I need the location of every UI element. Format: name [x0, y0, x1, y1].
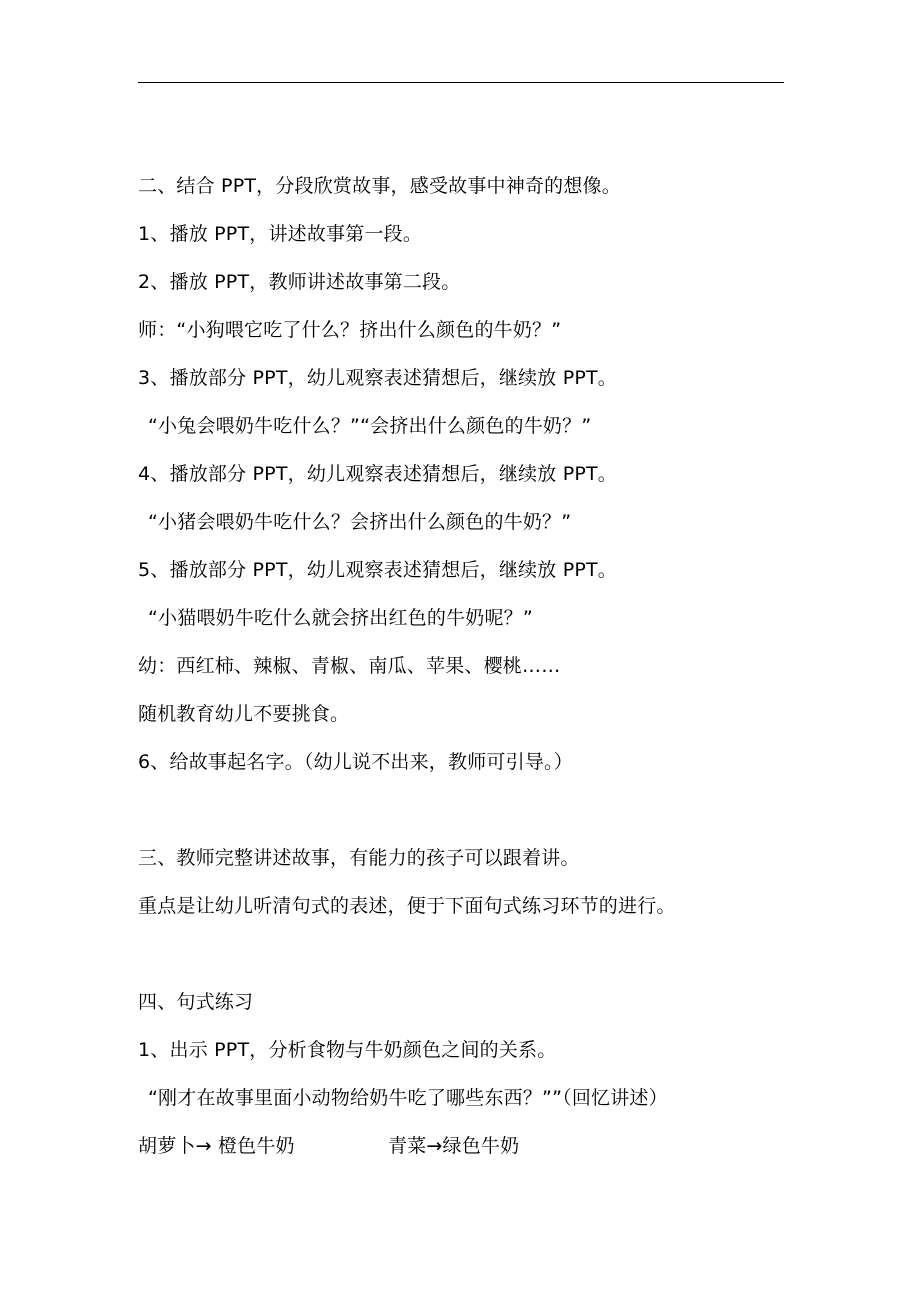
- teacher-question: 师：“小狗喂它吃了什么？挤出什么颜色的牛奶？”: [138, 319, 562, 341]
- education-note: 随机教育幼儿不要挑食。: [138, 703, 350, 725]
- step-5: 5、播放部分 PPT，幼儿观察表述猜想后，继续放 PPT。: [138, 559, 618, 581]
- section-heading-2: 二、结合 PPT，分段欣赏故事，感受故事中神奇的想像。: [138, 175, 621, 197]
- step-3: 3、播放部分 PPT，幼儿观察表述猜想后，继续放 PPT。: [138, 367, 618, 389]
- child-answer: 幼：西红柿、辣椒、青椒、南瓜、苹果、樱桃……: [138, 655, 561, 677]
- focus-note: 重点是让幼儿听清句式的表述，便于下面句式练习环节的进行。: [138, 895, 676, 917]
- step-2: 2、播放 PPT，教师讲述故事第二段。: [138, 271, 461, 293]
- recall-question: “刚才在故事里面小动物给奶牛吃了哪些东西？””（回忆讲述）: [148, 1087, 668, 1109]
- practice-step-1: 1、出示 PPT，分析食物与牛奶颜色之间的关系。: [138, 1039, 557, 1061]
- pig-question: “小猪会喂奶牛吃什么？会挤出什么颜色的牛奶？”: [148, 511, 572, 533]
- step-1: 1、播放 PPT，讲述故事第一段。: [138, 223, 423, 245]
- section-heading-3: 三、教师完整讲述故事，有能力的孩子可以跟着讲。: [138, 847, 580, 869]
- cat-question: “小猫喂奶牛吃什么就会挤出红色的牛奶呢？”: [148, 607, 533, 629]
- step-6: 6、给故事起名字。（幼儿说不出来，教师可引导。）: [138, 751, 573, 773]
- section-heading-4: 四、句式练习: [138, 991, 254, 1013]
- header-rule: [138, 82, 784, 83]
- rabbit-question: “小兔会喂奶牛吃什么？”“会挤出什么颜色的牛奶？”: [148, 415, 592, 437]
- carrot-orange-milk: 胡萝卜→ 橙色牛奶: [138, 1135, 295, 1157]
- greens-green-milk: 青菜→绿色牛奶: [388, 1135, 520, 1157]
- food-color-pairs: [138, 1133, 520, 1159]
- step-4: 4、播放部分 PPT，幼儿观察表述猜想后，继续放 PPT。: [138, 463, 618, 485]
